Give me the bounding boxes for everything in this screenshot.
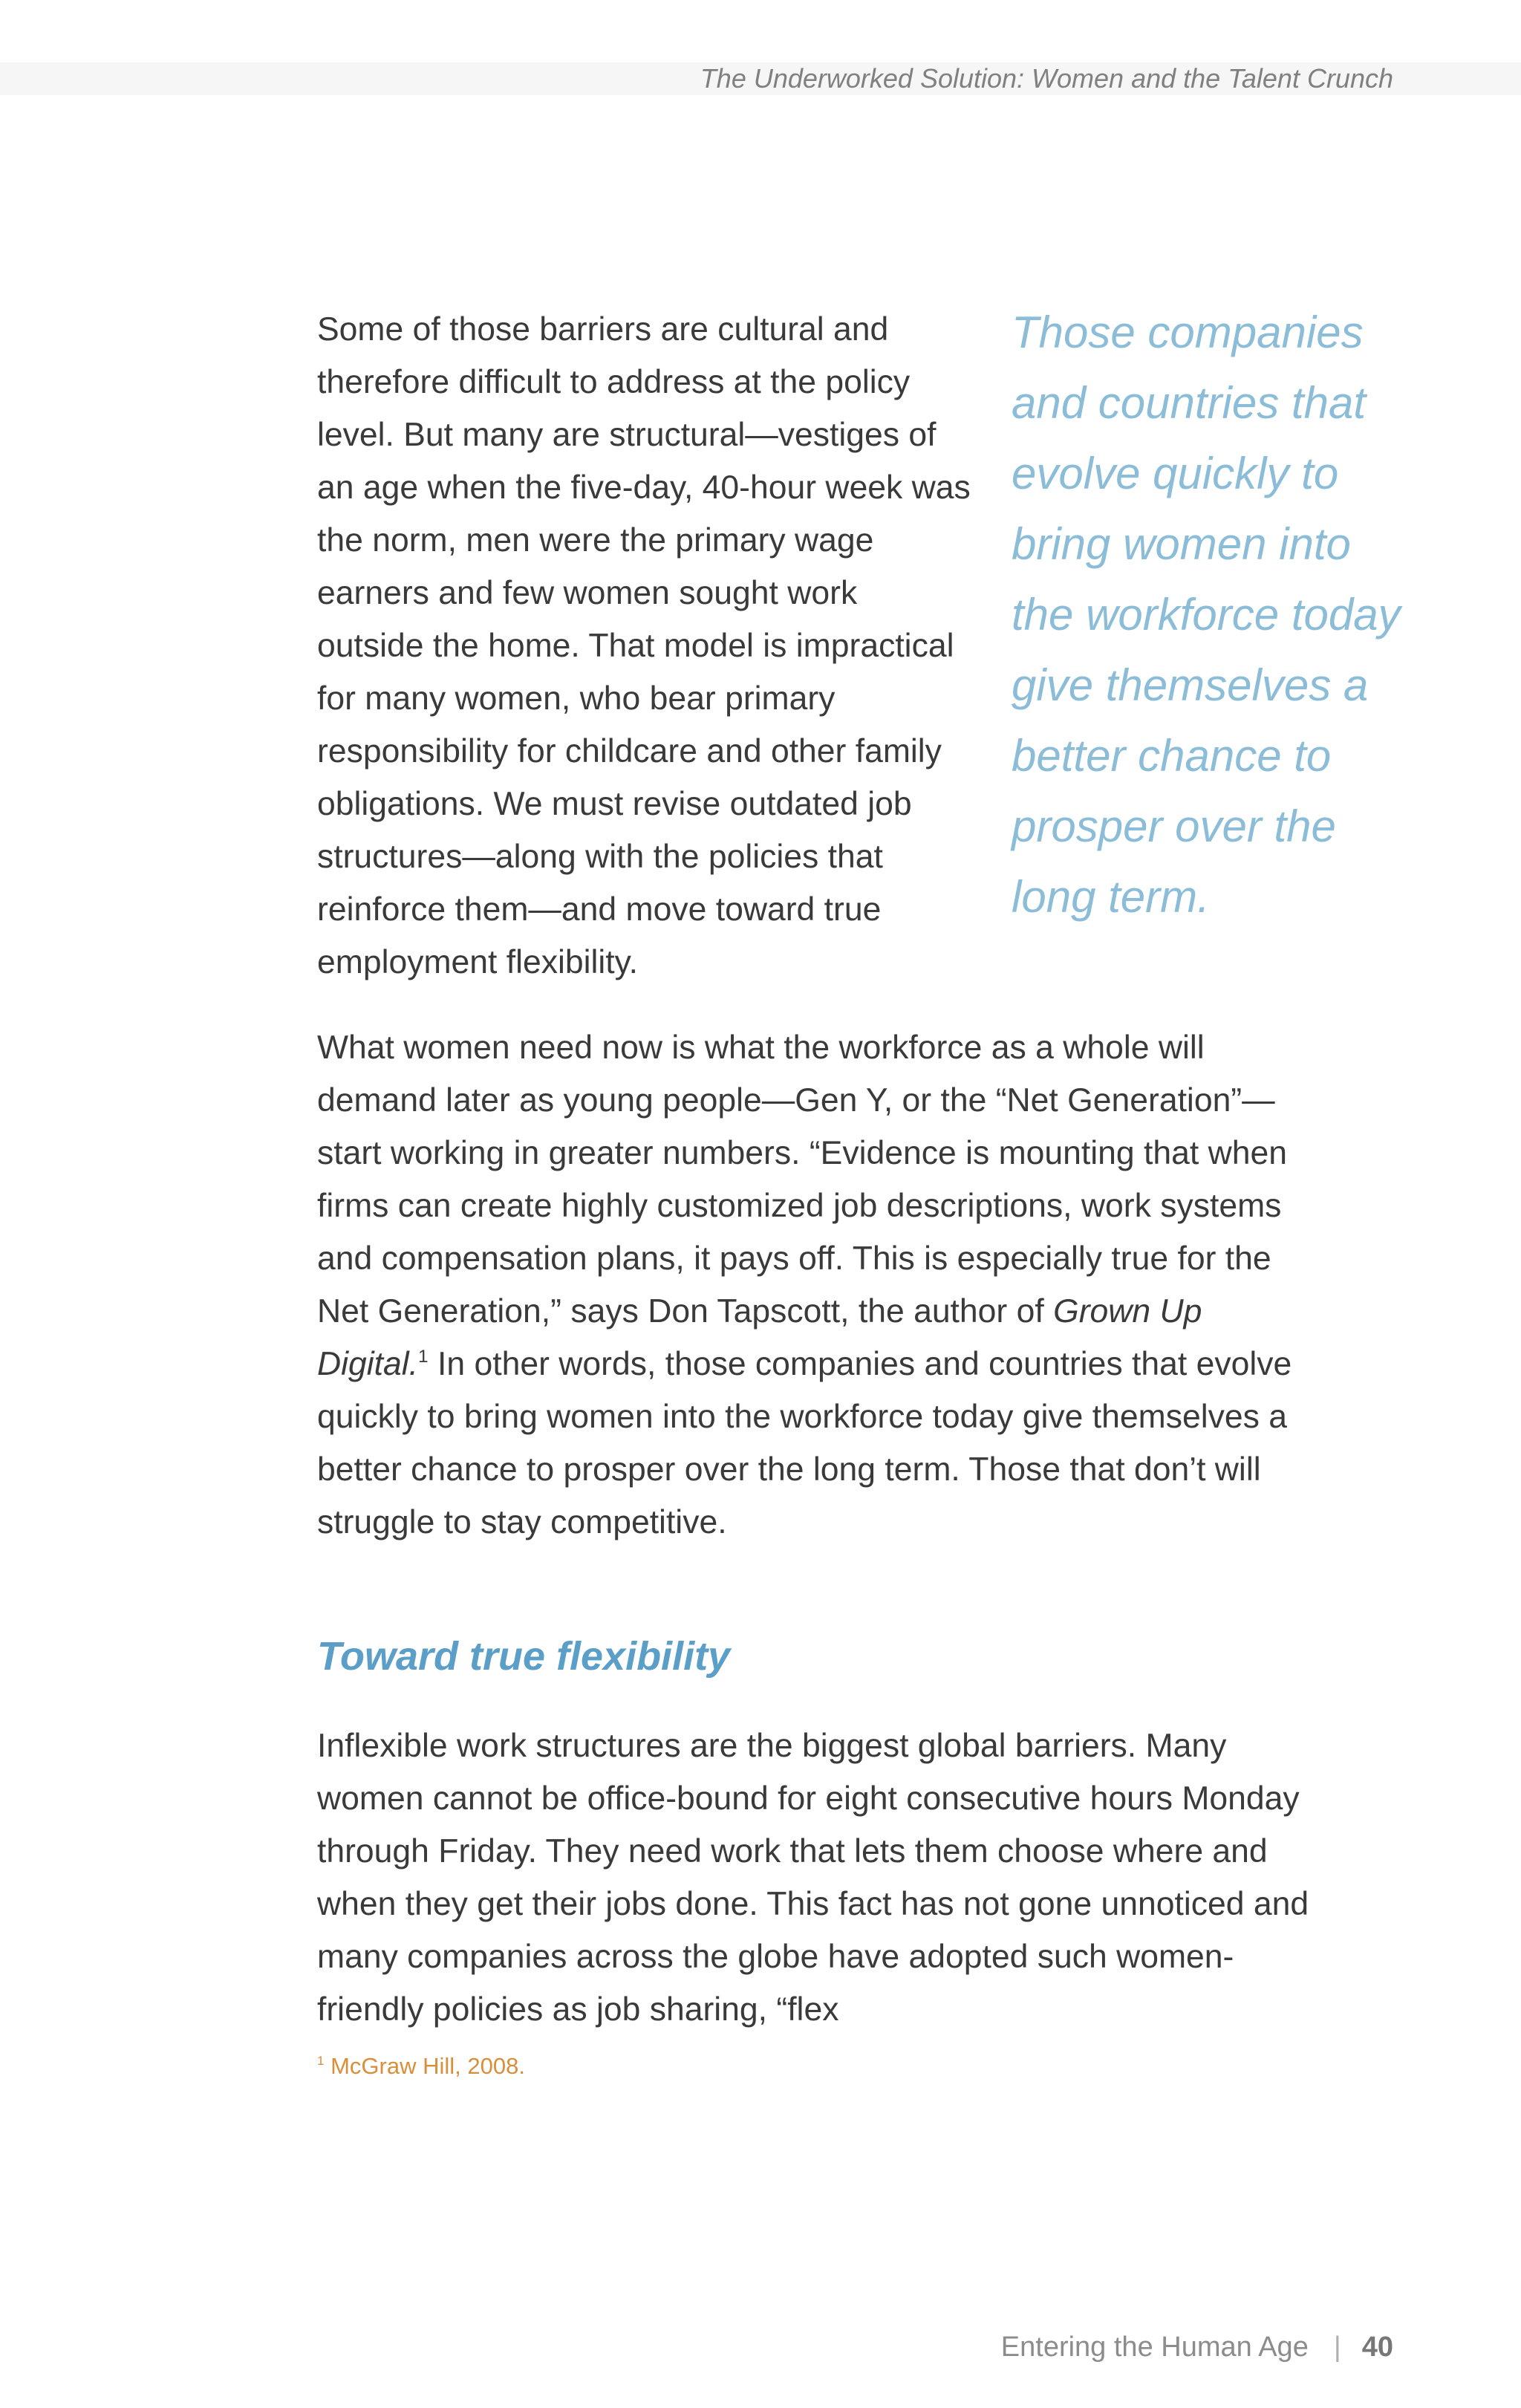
pull-quote: Those companies and countries that evolve quickly to bring women into the workforce today give themselves a better chance to prosper over the long term.: [1012, 307, 1401, 922]
body-full-width-1: [317, 1021, 1312, 1549]
paragraph-2-text-b: In other words, those companies and countries that evolve quickly to bring women into the workforce today give themselves a better chance to prosper over the long term. Those that don’t will struggle to stay competitive.: [317, 1346, 1292, 1540]
body-column-left: [317, 303, 971, 989]
footnote-text: McGraw Hill, 2008.: [330, 2053, 525, 2079]
footer-separator: |: [1333, 2331, 1341, 2363]
running-header-title: The Underworked Solution: Women and the Talent Crunch: [700, 63, 1393, 94]
paragraph-2-text-a: What women need now is what the workforce as a whole will demand later as young people—Gen Y, or the “Net Generation”—start working in greater numbers. “Evidence is mounting that when firms can create highly customized job descriptions, work systems and compensation plans, it pays off. This is especially true for the Net Generation,” says Don Tapscott, the author of: [317, 1029, 1287, 1330]
section-subheading: Toward true flexibility: [317, 1634, 731, 1679]
footnote: [317, 2050, 525, 2083]
footnote-marker: 1: [317, 2054, 325, 2069]
paragraph-3: Inflexible work structures are the biggest global barriers. Many women cannot be office-bound for eight consecutive hours Monday through Friday. They need work that lets them choose where and when they get their jobs done. This fact has not gone unnoticed and many companies across the globe have adopted such women-friendly policies as job sharing, “flex: [317, 1728, 1309, 2028]
paragraph-2: [317, 1021, 1312, 1549]
page-number: 40: [1361, 2331, 1393, 2363]
book-title: Grown Up Digital.: [317, 1293, 1202, 1382]
page-footer: [1001, 2325, 1393, 2369]
footnote-reference: 1: [418, 1346, 429, 1367]
footer-publication-title: Entering the Human Age: [1000, 2331, 1309, 2363]
body-full-width-2: [317, 1719, 1312, 2036]
paragraph-1: Some of those barriers are cultural and therefore difficult to address at the policy level. But many are structural—vestiges of an age when the five-day, 40-hour week was the norm, men were the primary wage earners and few women sought work outside the home. That model is impractical for many women, who bear primary responsibility for childcare and other family obligations. We must revise outdated job structures—along with the policies that reinforce them—and move toward true employment flexibility.: [317, 311, 971, 980]
